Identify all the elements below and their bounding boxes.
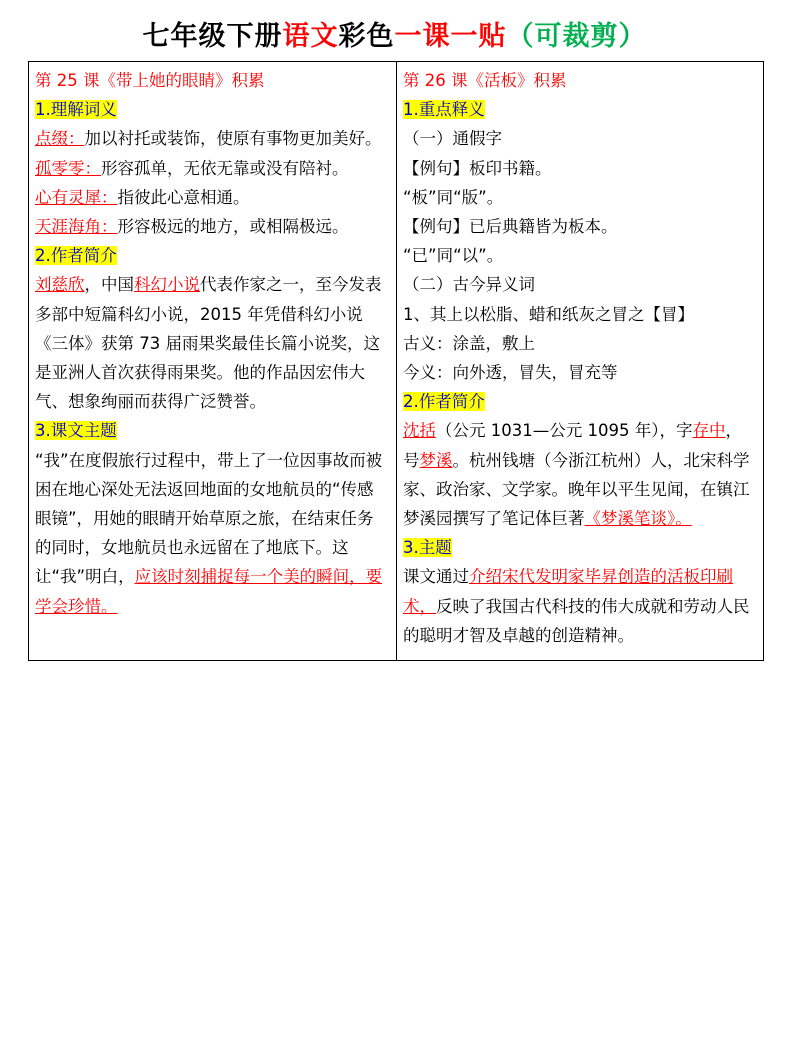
section-theme-heading: 3.课文主题 — [35, 421, 117, 441]
vocab-item — [35, 154, 390, 183]
section-vocab-heading: 1.理解词义 — [35, 100, 117, 120]
author-zi: 存中 — [692, 421, 726, 441]
author-text: ，号 — [403, 421, 742, 470]
subsection-title: （二）古今异义词 — [403, 275, 535, 295]
vocab-item — [35, 212, 390, 241]
section-author-heading: 2.作者简介 — [35, 246, 117, 266]
ancient-meaning: 古义：涂盖，敷上 — [403, 333, 535, 353]
theme-highlight: 应该时刻捕捉每一个美的瞬间，要学会珍惜。 — [35, 567, 383, 616]
title-part-2: 语文 — [282, 21, 339, 52]
lesson-25-cell — [29, 62, 397, 661]
title-part-1: 七年级下册 — [142, 21, 283, 52]
vocab-definition: 加以衬托或装饰，使原有事物更加美好。 — [84, 129, 382, 149]
section-key-meaning-heading: 1.重点释义 — [403, 100, 485, 120]
lesson-table — [28, 61, 764, 661]
author-text: 代表作家之一，至今发表多部中短篇科幻小说，2015 年凭借科幻小说《三体》获第 73 届雨果奖最佳长篇小说奖，这是亚洲人首次获得雨果奖。他的作品因宏伟大气、想象绚丽而获得广泛赞誉。 — [35, 275, 382, 412]
lesson-25-heading: 第 25 课《带上她的眼睛》积累 — [35, 71, 265, 90]
title-part-4: 一课一贴 — [394, 21, 507, 52]
vocab-term: 天涯海角： — [35, 217, 118, 237]
author-book: 《梦溪笔谈》。 — [584, 509, 692, 529]
author-paragraph — [403, 416, 757, 533]
theme-paragraph — [403, 562, 757, 650]
lesson-26-heading: 第 26 课《活板》积累 — [403, 71, 567, 90]
section-author-heading: 2.作者简介 — [403, 392, 485, 412]
author-name: 沈括 — [403, 421, 436, 441]
vocab-item — [35, 183, 390, 212]
title-part-5: （可裁剪） — [506, 21, 647, 52]
example-sentence: 【例句】板印书籍。 — [403, 158, 552, 178]
author-text: ，中国 — [84, 275, 134, 295]
vocab-definition: 指彼此心意相通。 — [117, 187, 250, 207]
vocab-definition: 形容孤单，无依无靠或没有陪衬。 — [101, 158, 349, 178]
theme-text: 课文通过 — [403, 567, 469, 587]
author-text: （公元 1031—公元 1095 年），字 — [436, 421, 693, 441]
vocab-term: 心有灵犀： — [35, 187, 118, 207]
section-theme-heading: 3.主题 — [403, 538, 452, 558]
modern-meaning: 今义：向外透，冒失，冒充等 — [403, 363, 618, 383]
theme-highlight: 介绍宋代发明家毕昇创造的活板印刷术， — [403, 567, 733, 616]
vocab-term: 孤零零： — [35, 158, 101, 178]
author-hao: 梦溪 — [419, 450, 453, 470]
theme-text: 反映了我国古代科技的伟大成就和劳动人民的聪明才智及卓越的创造精神。 — [403, 596, 750, 645]
example-note: “板”同“版”。 — [403, 187, 504, 207]
vocab-definition: 形容极远的地方，或相隔极远。 — [117, 217, 349, 237]
vocab-term: 点缀： — [35, 129, 85, 149]
author-paragraph — [35, 270, 390, 416]
theme-paragraph — [35, 446, 390, 621]
word-item: 1、其上以松脂、蜡和纸灰之冒之【冒】 — [403, 304, 694, 324]
lesson-26-cell — [397, 62, 764, 661]
page-title — [0, 18, 789, 56]
vocab-item — [35, 124, 390, 153]
theme-text: “我”在度假旅行过程中，带上了一位因事故而被困在地心深处无法返回地面的女地航员的“传感眼镜”，用她的眼睛开始草原之旅，在结束任务的同时，女地航员也永远留在了地底下。这让“我”明白， — [35, 450, 383, 587]
subsection-title: （一）通假字 — [403, 129, 502, 149]
lesson-row — [29, 62, 764, 661]
example-sentence: 【例句】已后典籍皆为板本。 — [403, 217, 618, 237]
title-part-3: 彩色 — [338, 21, 395, 52]
author-text: 。杭州钱塘（今浙江杭州）人，北宋科学家、政治家、文学家。晚年以平生见闻，在镇江梦溪园撰写了笔记体巨著 — [403, 450, 750, 529]
example-note: “已”同“以”。 — [403, 246, 504, 266]
author-genre: 科幻小说 — [134, 275, 200, 295]
author-name: 刘慈欣 — [35, 275, 85, 295]
